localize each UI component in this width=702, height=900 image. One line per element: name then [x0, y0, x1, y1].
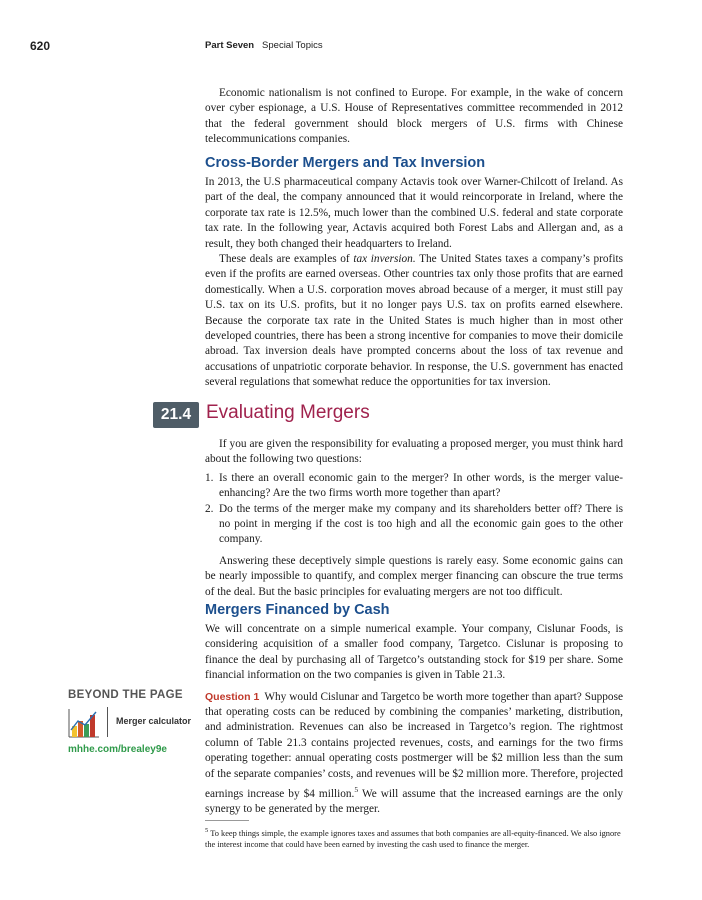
merger-calculator-link[interactable]: Merger calculator	[116, 716, 192, 726]
list-item	[205, 471, 623, 502]
footnote-rule	[205, 820, 249, 821]
sidebar-divider	[107, 707, 108, 737]
tax-inversion-term: tax inversion.	[353, 253, 416, 266]
footnote	[205, 825, 625, 851]
list-number: 2.	[205, 502, 214, 515]
part-label: Part Seven	[205, 40, 255, 51]
page-number: 620	[30, 39, 51, 53]
cross-border-heading: Cross-Border Mergers and Tax Inversion	[205, 155, 486, 171]
cash-para-1: We will concentrate on a simple numerical example. Your company, Cislunar Foods, is considering acquisition of a smaller food company, Targetco. Cislunar is proposing to finance the deal by purchasing all of Targetco’s outstanding stock for $19 per share. Some financial information on the two companies is given in Table 21.3.	[205, 623, 623, 682]
para2-before: These deals are examples of	[219, 253, 354, 266]
question-label: Question 1	[205, 690, 260, 703]
cash-heading: Mergers Financed by Cash	[205, 602, 390, 618]
running-head	[205, 40, 323, 51]
list-text: Do the terms of the merger make my company and its shareholders better off? There is no point in merging if the cost is too high and all the economic gain goes to the other company.	[219, 502, 623, 546]
cash-block	[205, 622, 623, 818]
list-text: Is there an overall economic gain to the merger? In other words, is the merger value-enhancing? Are the two firms worth more together than apart?	[219, 471, 623, 500]
section-closing: Answering these deceptively simple questions is rarely easy. Some economic gains can be nearly impossible to quantify, and complex merger financing can obscure the true terms of the deal. But the basic principles for evaluating mergers are not too difficult.	[205, 554, 623, 598]
intro-paragraph: Economic nationalism is not confined to Europe. For example, in the wake of concern over cyber espionage, a U.S. House of Representatives committee recommended in 2012 that the federal government should block mergers of U.S. firms with Chinese telecommunications companies.	[205, 87, 623, 146]
list-item	[205, 502, 623, 548]
para2-after: The United States taxes a company’s profits even if the profits are earned overseas. Other countries tax only those profits that are earned domestically. When a U.S. corporation moves abroad because of a merger, it must still pay U.S. tax on its U.S. profits, but it no longer pays U.S. tax on profits earned elsewhere. Because the corporate tax rate in the United States is much higher than in most other developed countries, there has been a strong incentive for companies to move their domicile abroad. Tax inversion deals have prompted concerns about the loss of tax revenue and accusations of unpatriotic corporate behavior. In response, the U.S. government has enacted several regulations that somewhat reduce the opportunities for tax inversion.	[205, 253, 623, 389]
footnote-number: 5	[205, 827, 209, 834]
cross-border-para-1: In 2013, the U.S pharmaceutical company Actavis took over Warner-Chilcott of Ireland. As part of the deal, the company announced that it would reincorporate in Ireland, where the corporate tax rate is 12.5%, much lower than the combined U.S. federal and state corporate tax rate. In the following year, Actavis acquired both Forest Labs and Allergan and, as a result, they both changed their headquarters to Ireland.	[205, 176, 623, 250]
section-intro: If you are given the responsibility for evaluating a proposed merger, you must think hard about the following two questions:	[205, 438, 623, 466]
section-number-badge: 21.4	[153, 402, 199, 428]
footnote-text: To keep things simple, the example ignores taxes and assumes that both companies are all-equity-financed. We also ignore the interest income that could have been earned by investing the cash used to finance the merger.	[205, 828, 621, 850]
mhhe-url-link[interactable]: mhhe.com/brealey9e	[68, 744, 167, 755]
question-after: We will assume that the increased earnings are the only synergy to be generated by the merger.	[205, 787, 623, 816]
part-title: Special Topics	[262, 40, 323, 51]
footnote-ref[interactable]: 5	[354, 785, 359, 795]
question-list	[205, 471, 623, 548]
cross-border-para-2	[205, 252, 623, 391]
question-text: Why would Cislunar and Targetco be worth more together than apart? Suppose that operating costs can be reduced by combining the companies’ marketing, distribution, and administration. Revenues can also be increased in Targetco’s region. The rightmost column of Table 21.3 contains projected revenues, costs, and earnings for the two firms operating together: annual operating costs postmerger will be $2 million less than the sum of the separate companies’ costs, and revenues will be $2 million more. Therefore, projected earnings increase by $4 million.	[205, 690, 623, 800]
bar-chart-icon[interactable]	[68, 708, 100, 738]
evaluating-block	[205, 437, 623, 600]
question-1-paragraph	[205, 690, 623, 818]
intro-block	[205, 86, 623, 148]
list-number: 1.	[205, 471, 214, 484]
cross-border-block	[205, 175, 623, 391]
beyond-the-page-label: BEYOND THE PAGE	[68, 689, 183, 701]
section-title: Evaluating Mergers	[206, 402, 370, 423]
